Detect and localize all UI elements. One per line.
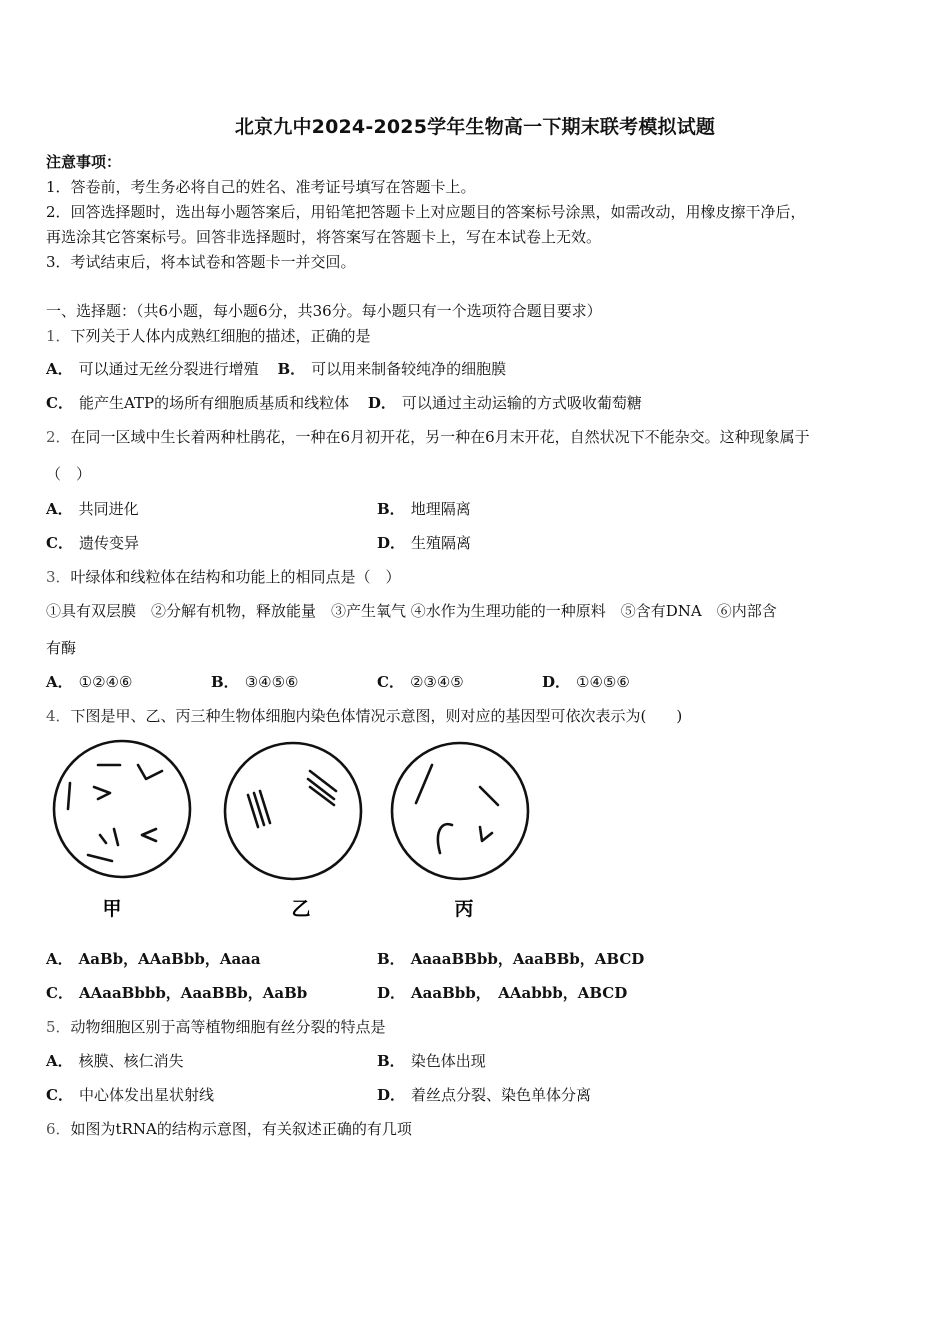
q4-option-a [46,949,261,969]
question-number: 6． [46,1120,71,1138]
option-text: AaaBbb， AAabbb，ABCD [411,984,628,1002]
q3-option-a [46,672,132,692]
option-label: D． [367,394,396,412]
option-text: 共同进化 [78,500,139,518]
question-number: 5． [46,1018,71,1036]
q1-option-c-d [46,393,642,413]
chromosome-diagram [46,735,546,925]
option-label: D． [377,1086,406,1104]
q2-option-a [46,499,139,519]
q2-option-b [377,499,471,519]
q4-option-d [377,983,627,1003]
cell-yi-circle [225,743,361,879]
q3-option-b [211,672,298,692]
section-heading: 一、选择题：（共6小题，每小题6分，共36分。每小题只有一个选项符合题目要求） [46,302,602,320]
question-5 [46,1017,386,1037]
option-label: B． [277,360,306,378]
figure-label-bing: 丙 [454,898,474,920]
option-text: 遗传变异 [78,534,139,552]
cell-yi-chromosomes [248,771,336,827]
option-label: C． [46,394,73,412]
option-label: C． [46,534,73,552]
option-text: AAaaBbbb，AaaBBb，AaBb [78,984,308,1002]
option-label: D． [377,534,406,552]
option-text: AaaaBBbb，AaaBBb，ABCD [410,950,645,968]
notes-item-1: 1．答卷前，考生务必将自己的姓名、准考证号填写在答题卡上。 [46,178,476,196]
q3-items-line-1: ①具有双层膜 ②分解有机物，释放能量 ③产生氧气 ④水作为生理功能的一种原料 ⑤含有DNA ⑥内部含 [46,602,777,620]
option-text: 核膜、核仁消失 [78,1052,184,1070]
cell-bing-circle [392,743,528,879]
cell-jia-chromosomes [68,765,162,861]
notes-item-3: 3．考试结束后，将本试卷和答题卡一并交回。 [46,253,356,271]
page-title: 北京九中2024-2025学年生物高一下期末联考模拟试题 [234,116,716,138]
question-3 [46,567,401,587]
question-2-blank: （ ） [46,465,92,483]
option-text: 染色体出现 [410,1052,486,1070]
option-label: A． [46,673,73,691]
question-number: 2． [46,428,71,446]
option-label: B． [377,1052,405,1070]
question-2 [46,427,810,447]
q5-option-d [377,1085,591,1105]
cell-bing-chromosomes [416,765,498,853]
q5-option-a [46,1051,184,1071]
q5-option-c [46,1085,214,1105]
option-label: B． [211,673,239,691]
figure-label-yi: 乙 [291,898,311,920]
question-stem: 动物细胞区别于高等植物细胞有丝分裂的特点是 [70,1018,386,1036]
option-label: A． [46,950,73,968]
option-text: 可以用来制备较纯净的细胞膜 [311,360,507,378]
option-label: C． [377,673,404,691]
option-label: D． [542,673,571,691]
question-number: 1． [46,327,71,345]
q5-option-b [377,1051,486,1071]
option-text: ①②④⑥ [78,673,133,691]
option-text: 中心体发出星状射线 [78,1086,214,1104]
q4-option-b [377,949,644,969]
option-text: 生殖隔离 [411,534,472,552]
figure-label-jia: 甲 [102,898,122,920]
question-stem: 下图是甲、乙、丙三种生物体细胞内染色体情况示意图，则对应的基因型可依次表示为( ) [70,707,683,725]
question-1 [46,326,371,346]
option-text: 地理隔离 [410,500,471,518]
question-4 [46,706,682,726]
question-stem: 在同一区域中生长着两种杜鹃花，一种在6月初开花，另一种在6月末开花，自然状况下不能杂交。这种现象属于 [70,428,810,446]
option-text: AaBb，AAaBbb，Aaaa [78,950,261,968]
option-text: ③④⑤⑥ [244,673,299,691]
question-stem: 下列关于人体内成熟红细胞的描述，正确的是 [70,327,371,345]
question-stem: 叶绿体和线粒体在结构和功能上的相同点是（ ） [70,568,401,586]
question-number: 4． [46,707,71,725]
option-text: ①④⑤⑥ [576,673,630,691]
option-label: C． [46,984,73,1002]
cell-jia-circle [54,741,190,877]
chromosome-figure [46,735,546,925]
notes-item-2: 2．回答选择题时，选出每小题答案后，用铅笔把答题卡上对应题目的答案标号涂黑，如需改动，用橡皮擦干净后， [46,203,806,221]
q2-option-c [46,533,139,553]
option-text: ②③④⑤ [409,673,464,691]
option-label: A． [46,500,73,518]
question-6 [46,1119,412,1139]
q3-option-d [542,672,630,692]
option-label: B． [377,950,405,968]
option-label: D． [377,984,406,1002]
option-text: 可以通过主动运输的方式吸收葡萄糖 [401,394,642,412]
question-stem: 如图为tRNA的结构示意图，有关叙述正确的有几项 [70,1120,412,1138]
q2-option-d [377,533,471,553]
option-label: A． [46,360,73,378]
option-label: A． [46,1052,73,1070]
q3-option-c [377,672,464,692]
option-label: C． [46,1086,73,1104]
option-text: 着丝点分裂、染色单体分离 [411,1086,592,1104]
q3-items-line-2: 有酶 [46,639,77,657]
q4-option-c [46,983,307,1003]
notes-heading: 注意事项： [46,153,122,171]
option-text: 能产生ATP的场所有细胞质基质和线粒体 [78,394,350,412]
option-text: 可以通过无丝分裂进行增殖 [78,360,259,378]
q1-option-a-b [46,359,506,379]
question-number: 3． [46,568,71,586]
option-label: B． [377,500,405,518]
notes-item-2-cont: 再选涂其它答案标号。回答非选择题时，将答案写在答题卡上，写在本试卷上无效。 [46,228,602,246]
